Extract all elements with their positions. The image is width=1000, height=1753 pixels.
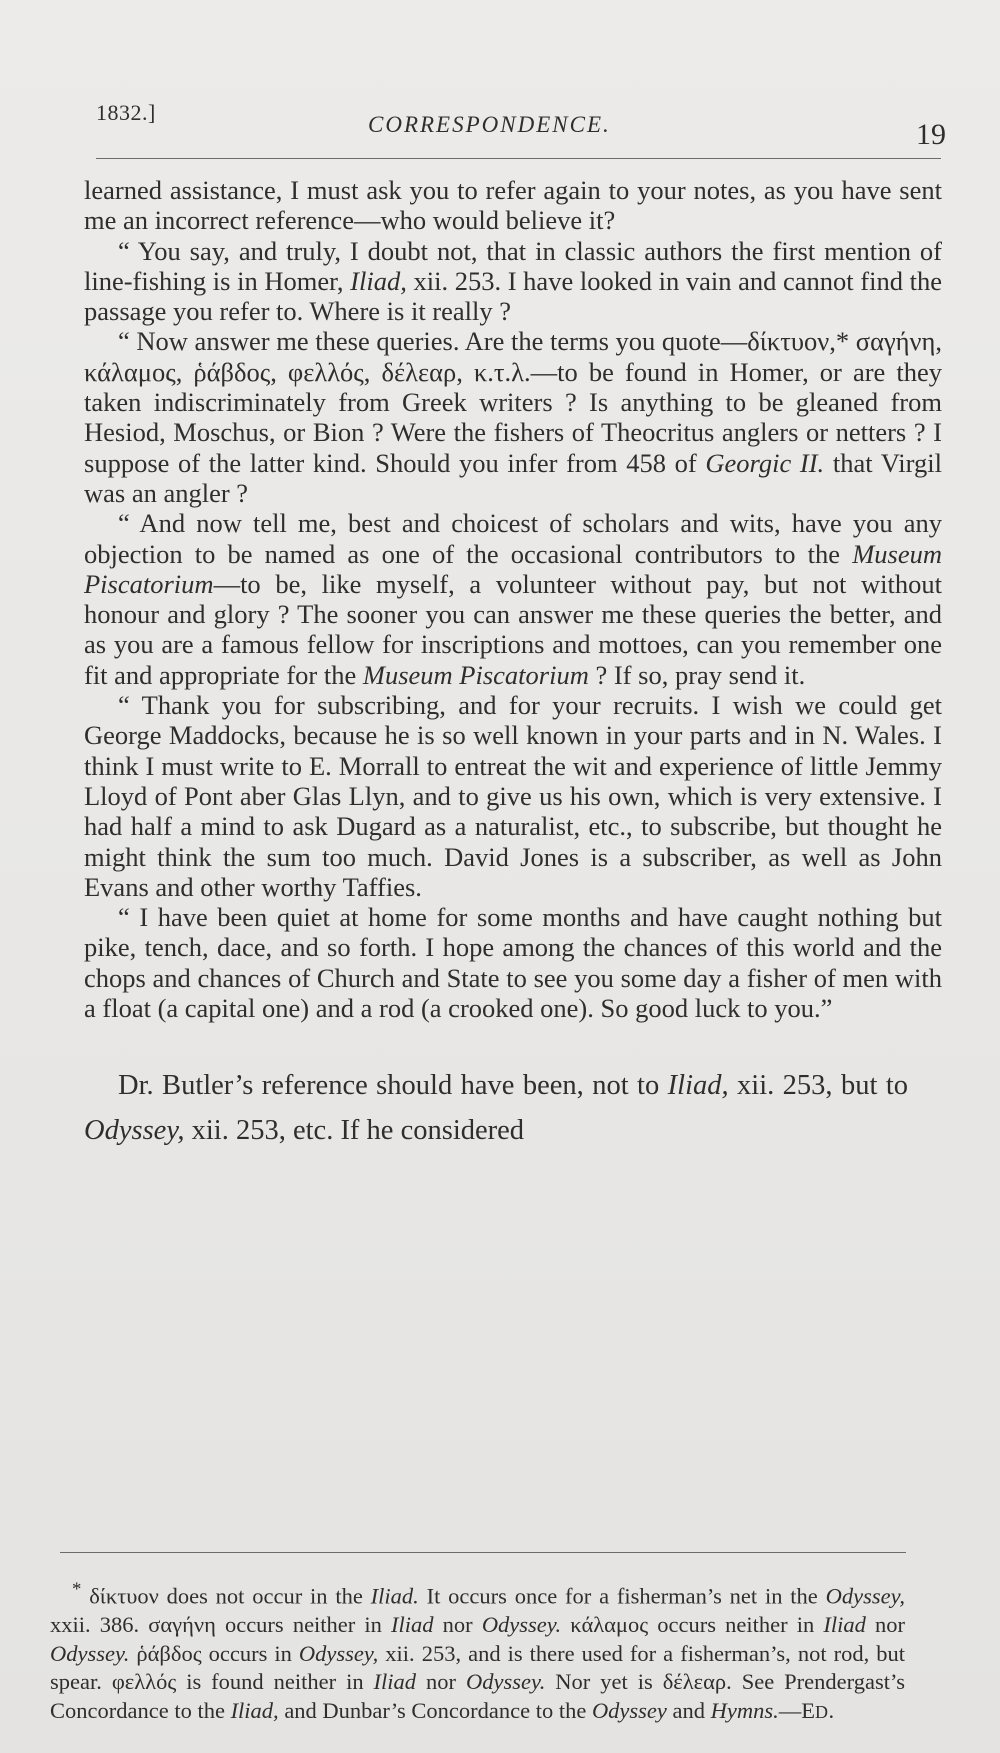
letter-paragraph-2: “ You say, and truly, I doubt not, that in classic authors the first mention of line-fishing is in Homer, Iliad, xii. 253. I have looked in vain and cannot find the passage you refer to. Where is it really ?	[84, 235, 942, 327]
header-title: CORRESPONDENCE.	[368, 112, 611, 137]
letter-paragraph-5: “ Thank you for subscribing, and for your recruits. I wish we could get George Maddocks, because he is so well known in your parts and in N. Wales. I think I must write to E. Morrall to entreat the wit and experience of little Jemmy Lloyd of Pont aber Glas Llyn, and to give us his own, which is very extensive. I had half a mind to ask Dugard as a naturalist, etc., to subscribe, but thought he might think the sum too much. David Jones is a subscriber, as well as John Evans and other worthy Taffies.	[84, 690, 942, 902]
footnote-mark: *	[72, 1579, 82, 1600]
letter-body	[84, 175, 942, 1153]
footnote: * δίκτυον does not occur in the Iliad. It occurs once for a fisherman’s net in the Odyssey, xxii. 386. σαγήνη occurs neither in Iliad nor Odyssey. κάλαμος occurs neither in Iliad nor Odyssey. ῥάβδος occurs in Odyssey, xii. 253, and is there used for a fisherman’s, not rod, but spear. φελλός is found neither in Iliad nor Odyssey. Nor yet is δέλεαρ. See Prendergast’s Concordance to the Iliad, and Dunbar’s Concordance to the Odyssey and Hymns.—ED.	[50, 1579, 905, 1723]
letter-paragraph-6: “ I have been quiet at home for some months and have caught nothing but pike, tench, dace, and so forth. I hope among the chances of this world and the chops and chances of Church and State to see you some day a fisher of men with a float (a capital one) and a rod (a crooked one). So good luck to you.”	[84, 902, 942, 1024]
letter-paragraph-3: “ Now answer me these queries. Are the terms you quote—δίκτυον,* σαγήνη, κάλαμος, ῥάβδος, φελλός, δέλεαρ, κ.τ.λ.—to be found in Homer, or are they taken indiscriminately from Greek writers ? Is anything to be gleaned from Hesiod, Moschus, or Bion ? Were the fishers of Theocritus anglers or netters ? I suppose of the latter kind. Should you infer from 458 of Georgic II. that Virgil was an angler ?	[84, 326, 942, 508]
header-year: 1832.]	[96, 100, 156, 125]
footnote-rule	[60, 1552, 906, 1553]
letter-paragraph-4: “ And now tell me, best and choicest of scholars and wits, have you any objection to be named as one of the occasional contributors to the Museum Piscatorium—to be, like myself, a volunteer without pay, but not without honour and glory ? The sooner you can answer me these queries the better, and as you are a famous fellow for inscriptions and mottoes, can you remember one fit and appropriate for the Museum Piscatorium ? If so, pray send it.	[84, 508, 942, 690]
page-number: 19	[916, 118, 946, 151]
running-header	[96, 92, 946, 152]
header-rule	[96, 158, 941, 159]
editor-paragraph: Dr. Butler’s reference should have been, not to Iliad, xii. 253, but to Odyssey, xii. 253, etc. If he considered	[84, 1070, 908, 1147]
letter-paragraph-1: learned assistance, I must ask you to refer again to your notes, as you have sent me an incorrect reference—who would believe it?	[84, 175, 942, 236]
paragraph-gap	[84, 1023, 942, 1063]
